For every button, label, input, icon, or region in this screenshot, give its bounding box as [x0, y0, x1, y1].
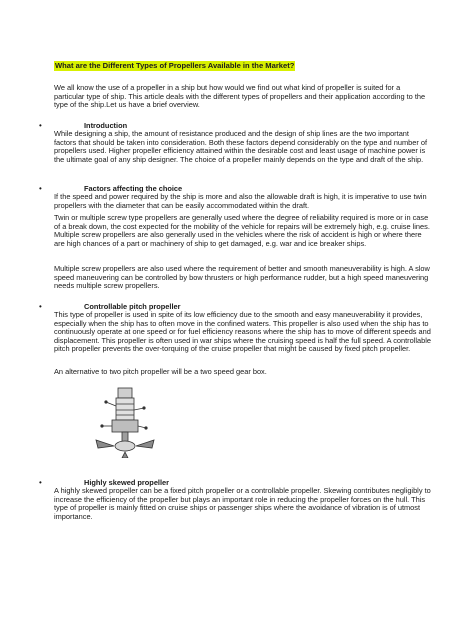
- paragraph-factors-1: If the speed and power required by the ship is more and also the allowable draft is high, it is imperative to use twin propellers with the diameter that can be easily accommodated within the draft.: [54, 192, 427, 210]
- paragraph-factors-3: Multiple screw propellers are also used where the requirement of better and smooth maneuverability is high. A slow speed maneuvering can be controlled by bow thrusters or high performance rudder, but a high speed maneuvering needs multiple screw propellers.: [54, 264, 430, 291]
- paragraph-factors-2: Twin or multiple screw type propellers are generally used where the degree of reliability required is more or in case of a break down, the cost expected for the mobility of the vehicle for repairs will be extremely high, e.g. cruise lines. Multiple screw propellers are also generally used in the vehicles where the risk of accident is high or where there are high chances of a part or machinery of ship to get damaged, e.g. war and ice breaker ships.: [54, 213, 430, 248]
- document-title: What are the Different Types of Propellers Available in the Market?: [55, 61, 295, 70]
- heading-highly-skewed: Highly skewed propeller: [84, 478, 170, 487]
- paragraph-introduction: While designing a ship, the amount of resistance produced and the design of ship lines are the two important factors that should be taken into consideration. Both these factors depend considerably on the type and number of propellers used. Higher propeller efficiency attained within the desirable cost and least usage of machine power is the ultimate goal of any ship designer. The choice of a propeller mainly depends on the type and draft of the ship.: [54, 129, 428, 164]
- intro-paragraph: We all know the use of a propeller in a ship but how would we find out what kind of propeller is suited for a particular type of ship. This article deals with the different types of propellers and their application according to the type of the ship.Let us have a brief overview.: [54, 83, 426, 110]
- paragraph-controllable-pitch-2: An alternative to two pitch propeller will be a two speed gear box.: [54, 367, 267, 376]
- bullet-highly-skewed: •: [39, 478, 42, 487]
- bullet-introduction: •: [39, 121, 42, 130]
- bullet-factors: •: [39, 184, 42, 193]
- paragraph-controllable-pitch-1: This type of propeller is used in spite of its low efficiency due to the smooth and easy maneuverability it provides, especially when the ship has to often move in the confined waters. This propeller is also used when the ship has to continuously operate at one speed or for fuel efficiency reasons where the ship has to move of different speeds and displacement. This propeller is often used in war ships where the cruising speed is half the full speed. A controllable pitch propeller prevents the over-torquing of the cruise propeller that might be caused by fixed pitch propeller.: [54, 310, 431, 354]
- paragraph-highly-skewed: A highly skewed propeller can be a fixed pitch propeller or a controllable propeller. Skewing contributes negligibly to increase the efficiency of the propeller but plays an important role in reducing the propeller forces on the hull. This type of propeller is mainly fitted on cruise ships or passenger ships where the avoidance of vibration is of utmost importance.: [54, 486, 431, 521]
- bullet-controllable-pitch: •: [39, 302, 42, 311]
- heading-introduction: Introduction: [84, 121, 128, 130]
- propeller-mechanism-figure: [86, 382, 162, 458]
- heading-controllable-pitch: Controllable pitch propeller: [84, 302, 181, 311]
- heading-factors: Factors affecting the choice: [84, 184, 183, 193]
